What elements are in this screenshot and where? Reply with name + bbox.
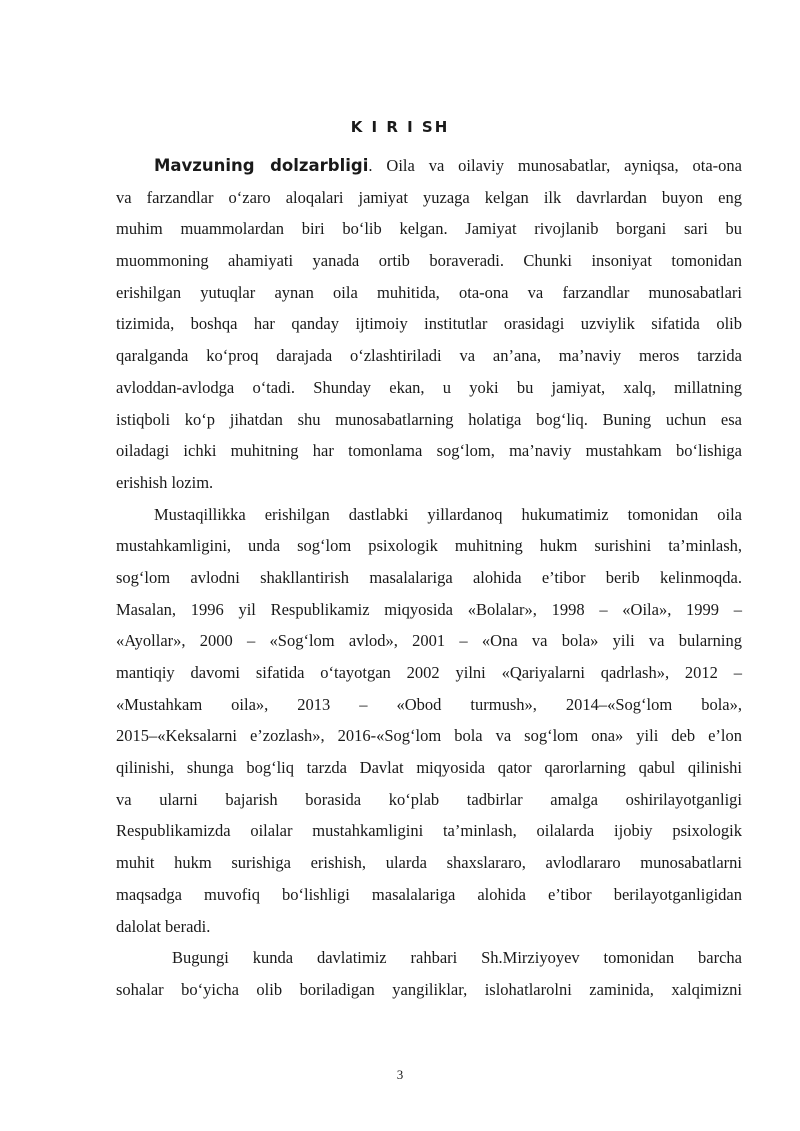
text-line: mantiqiy davomi sifatida o‘tayotgan 2002 yilni «Qariyalarni qadrlash», 2012 – — [116, 663, 742, 682]
text-line: va farzandlar o‘zaro aloqalari jamiyat yuzaga kelgan ilk davrlardan buyon eng — [116, 187, 742, 207]
text-line-1 — [116, 150, 742, 182]
text-line: Respublikamizda oilalar mustahkamligini ta’minlash, oilalarda ijobiy psixologik — [116, 821, 742, 841]
text-line: 2015–«Keksalarni e’zozlash», 2016-«Sog‘lom bola va sog‘lom ona» yili deb e’lon — [116, 726, 742, 746]
text-line: istiqboli ko‘p jihatdan shu munosabatlarning holatiga bog‘liq. Buning uchun esa — [116, 409, 742, 429]
text-line: Bugungi kunda davlatimiz rahbari Sh.Mirziyoyev tomonidan barcha — [172, 948, 742, 968]
text-line: «Mustahkam oila», 2013 – «Obod turmush», 2014–«Sog‘lom bola», — [116, 694, 742, 714]
text-line: qilinishi, shunga bog‘liq tarzda Davlat miqyosida qator qarorlarning qabul qilinishi — [116, 758, 742, 778]
text-line: oiladagi ichki muhitning har tomonlama sog‘lom, ma’naviy mustahkam bo‘lishiga — [116, 441, 742, 461]
text-line: muommoning ahamiyati yanada ortib boraveradi. Chunki insoniyat tomonidan — [116, 251, 742, 271]
text-line: muhit hukm surishiga erishish, ularda shaxslararo, avlodlararo munosabatlarni — [116, 853, 742, 873]
text-line: mustahkamligini, unda sog‘lom psixologik muhitning hukm surishini ta’minlash, — [116, 536, 742, 556]
text-line: erishilgan yutuqlar aynan oila muhitida, ota-ona va farzandlar munosabatlari — [116, 282, 742, 302]
text-line: Masalan, 1996 yil Respublikamiz miqyosida «Bolalar», 1998 – «Oila», 1999 – — [116, 599, 742, 619]
text-line: avloddan-avlodga o‘tadi. Shunday ekan, u yoki bu jamiyat, xalq, millatning — [116, 377, 742, 397]
text-line: erishish lozim. — [116, 472, 214, 492]
lead-line-rest: . Oila va oilaviy munosabatlar, ayniqsa, ota-ona — [368, 156, 742, 175]
lead-term: Mavzuning dolzarbligi — [154, 156, 369, 175]
text-line: sohalar bo‘yicha olib boriladigan yangiliklar, islohatlarolni zaminida, xalqimizni — [116, 979, 742, 999]
text-line: Mustaqillikka erishilgan dastlabki yillardanoq hukumatimiz tomonidan oila — [154, 504, 742, 524]
text-line: va ularni bajarish borasida ko‘plab tadbirlar amalga oshirilayotganligi — [116, 789, 742, 809]
section-heading: K I R I SH — [350, 118, 450, 136]
text-line: dalolat beradi. — [116, 916, 211, 936]
body-text — [116, 150, 742, 1006]
text-line: tizimida, boshqa har qanday ijtimoiy institutlar orasidagi uzviylik sifatida olib — [116, 314, 742, 334]
text-line: maqsadga muvofiq bo‘lishligi masalalariga alohida e’tibor berilayotganligidan — [116, 884, 742, 904]
text-line: sog‘lom avlodni shakllantirish masalalariga alohida e’tibor berib kelinmoqda. — [116, 567, 742, 587]
text-line: «Ayollar», 2000 – «Sog‘lom avlod», 2001 – «Ona va bola» yili va bularning — [116, 631, 742, 651]
text-line: qaralganda ko‘proq darajada o‘zlashtiriladi va an’ana, ma’naviy meros tarzida — [116, 346, 742, 366]
page-number: 3 — [396, 1067, 404, 1082]
text-line: muhim muammolardan biri bo‘lib kelgan. Jamiyat rivojlanib borgani sari bu — [116, 219, 742, 239]
